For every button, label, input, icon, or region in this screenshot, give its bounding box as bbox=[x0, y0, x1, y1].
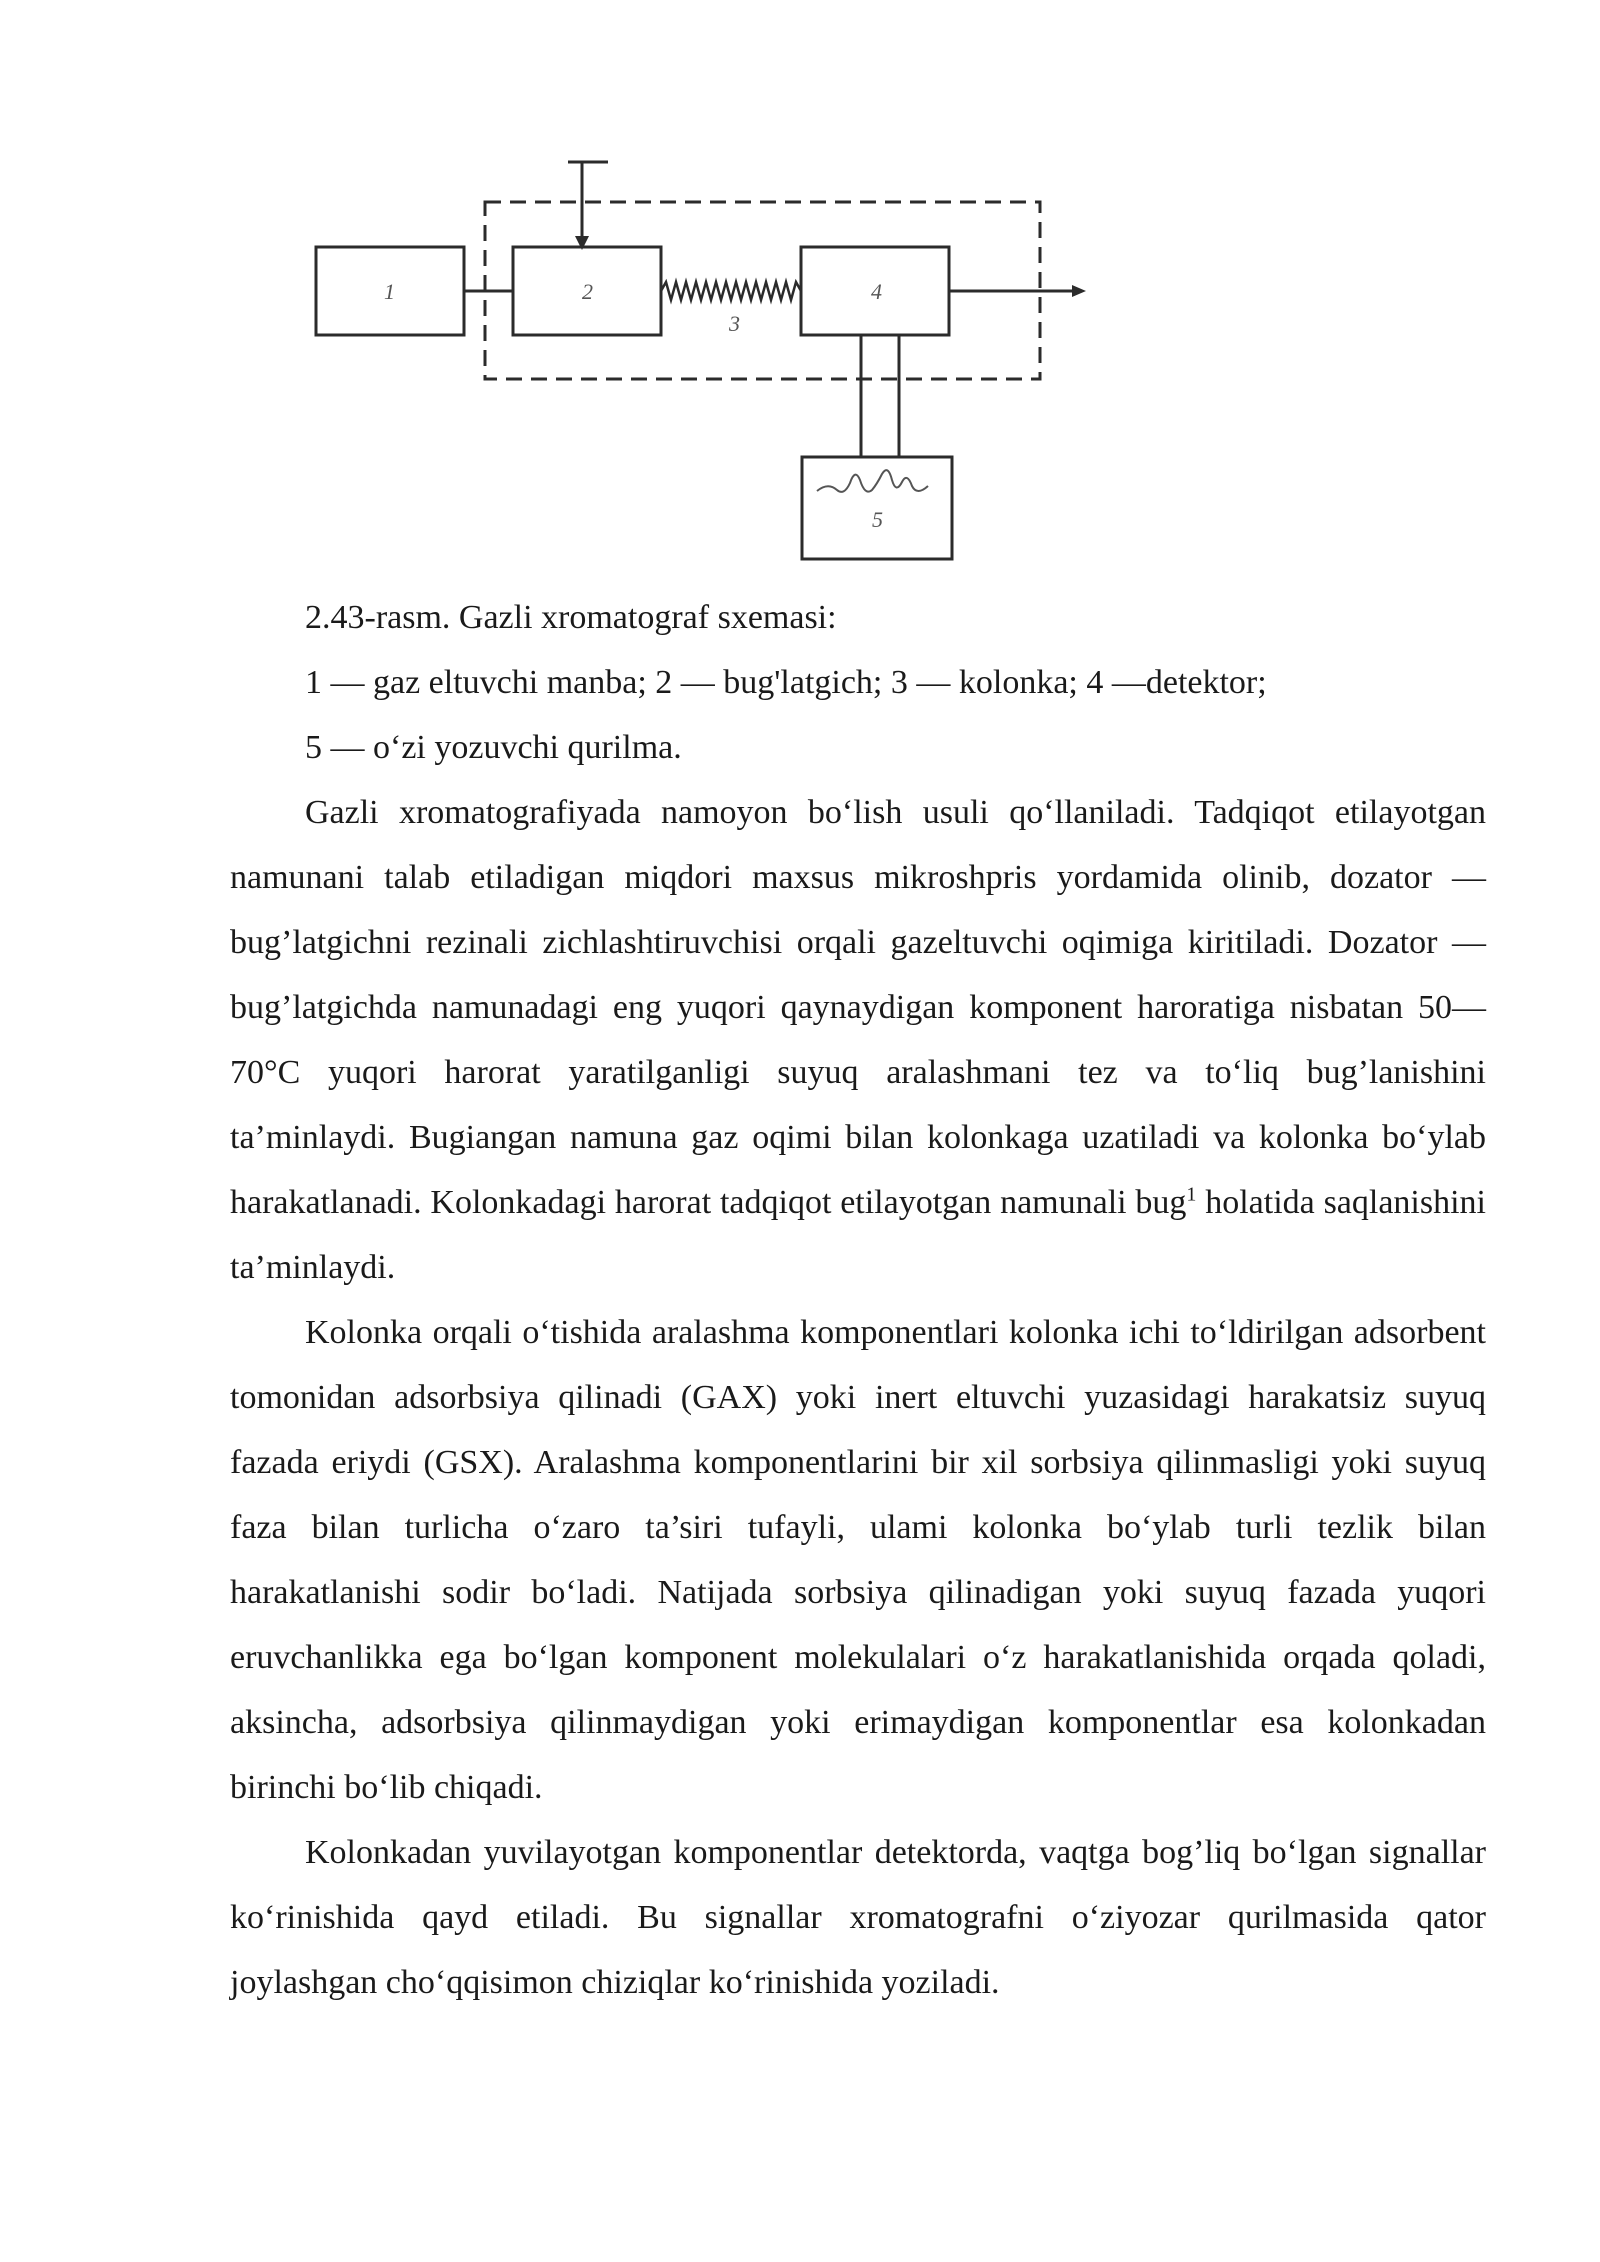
footnote-marker: 1 bbox=[1186, 1183, 1197, 1206]
paragraph-1 bbox=[230, 780, 1486, 1300]
figure-label-1: 1 bbox=[384, 279, 395, 304]
figure-label-3: 3 bbox=[729, 311, 740, 336]
figure-caption-line-2: 5 — o‘zi yozuvchi qurilma. bbox=[305, 729, 682, 766]
outlet-arrow bbox=[1072, 285, 1086, 297]
paragraph-1-text-a: Gazli xromatografiyada namoyon bo‘lish usuli qo‘llaniladi. Tadqiqot etilayotgan namunani talab etiladigan miqdori maxsus mikroshpris yordamida olinib, dozator — bug’latgichni rezinali zichlashtiruvchisi orqali gazeltuvchi oqimiga kiritiladi. Dozator — bug’latgichda namunadagi eng yuqori qaynaydigan komponent haroratiga nisbatan 50—70°C yuqori harorat yaratilganligi suyuq aralashmani tez va to‘liq bug’lanishini ta’minlaydi. Bugiangan namuna gaz oqimi bilan kolonkaga uzatiladi va kolonka bo‘ylab harakatlanadi. Kolonkadagi harorat tadqiqot etilayotgan namunali bug bbox=[230, 794, 1486, 1221]
paragraph-2: Kolonka orqali o‘tishida aralashma komponentlari kolonka ichi to‘ldirilgan adsorbent tomonidan adsorbsiya qilinadi (GAX) yoki inert eltuvchi yuzasidagi harakatsiz suyuq fazada eriydi (GSX). Aralashma komponentlarini bir xil sorbsiya qilinmasligi yoki suyuq faza bilan turlicha o‘zaro ta’siri tufayli, ulami kolonka bo‘ylab turli tezlik bilan harakatlanishi sodir bo‘ladi. Natijada sorbsiya qilinadigan yoki suyuq fazada yuqori eruvchanlikka ega bo‘lgan komponent molekulalari o‘z harakatlanishida orqada qoladi, aksincha, adsorbsiya qilinmaydigan yoki erimaydigan komponentlar esa kolonkadan birinchi bo‘lib chiqadi. bbox=[230, 1314, 1486, 1806]
figure-label-4: 4 bbox=[871, 279, 882, 304]
paragraph-1-text-b: holatida saqlanishini ta’minlaydi. bbox=[230, 1184, 1487, 1286]
paragraph-3: Kolonkadan yuvilayotgan komponentlar detektorda, vaqtga bog’liq bo‘lgan signallar ko‘rinishida qayd etiladi. Bu signallar xromatografni o‘ziyozar qurilmasida qator joylashgan cho‘qqisimon chiziqlar ko‘rinishida yoziladi. bbox=[230, 1834, 1486, 2001]
figure-caption-line-1: 1 — gaz eltuvchi manba; 2 — bug'latgich; 3 — kolonka; 4 —detektor; bbox=[305, 664, 1267, 701]
figure-label-5: 5 bbox=[872, 507, 883, 532]
figure-label-2: 2 bbox=[582, 279, 593, 304]
figure-caption-title: 2.43-rasm. Gazli xromatograf sxemasi: bbox=[305, 599, 837, 636]
gas-chromatograph-diagram bbox=[300, 150, 1100, 570]
document-body bbox=[230, 585, 1486, 2015]
recorder-peaks-icon bbox=[817, 470, 928, 492]
column-coil bbox=[661, 282, 801, 300]
